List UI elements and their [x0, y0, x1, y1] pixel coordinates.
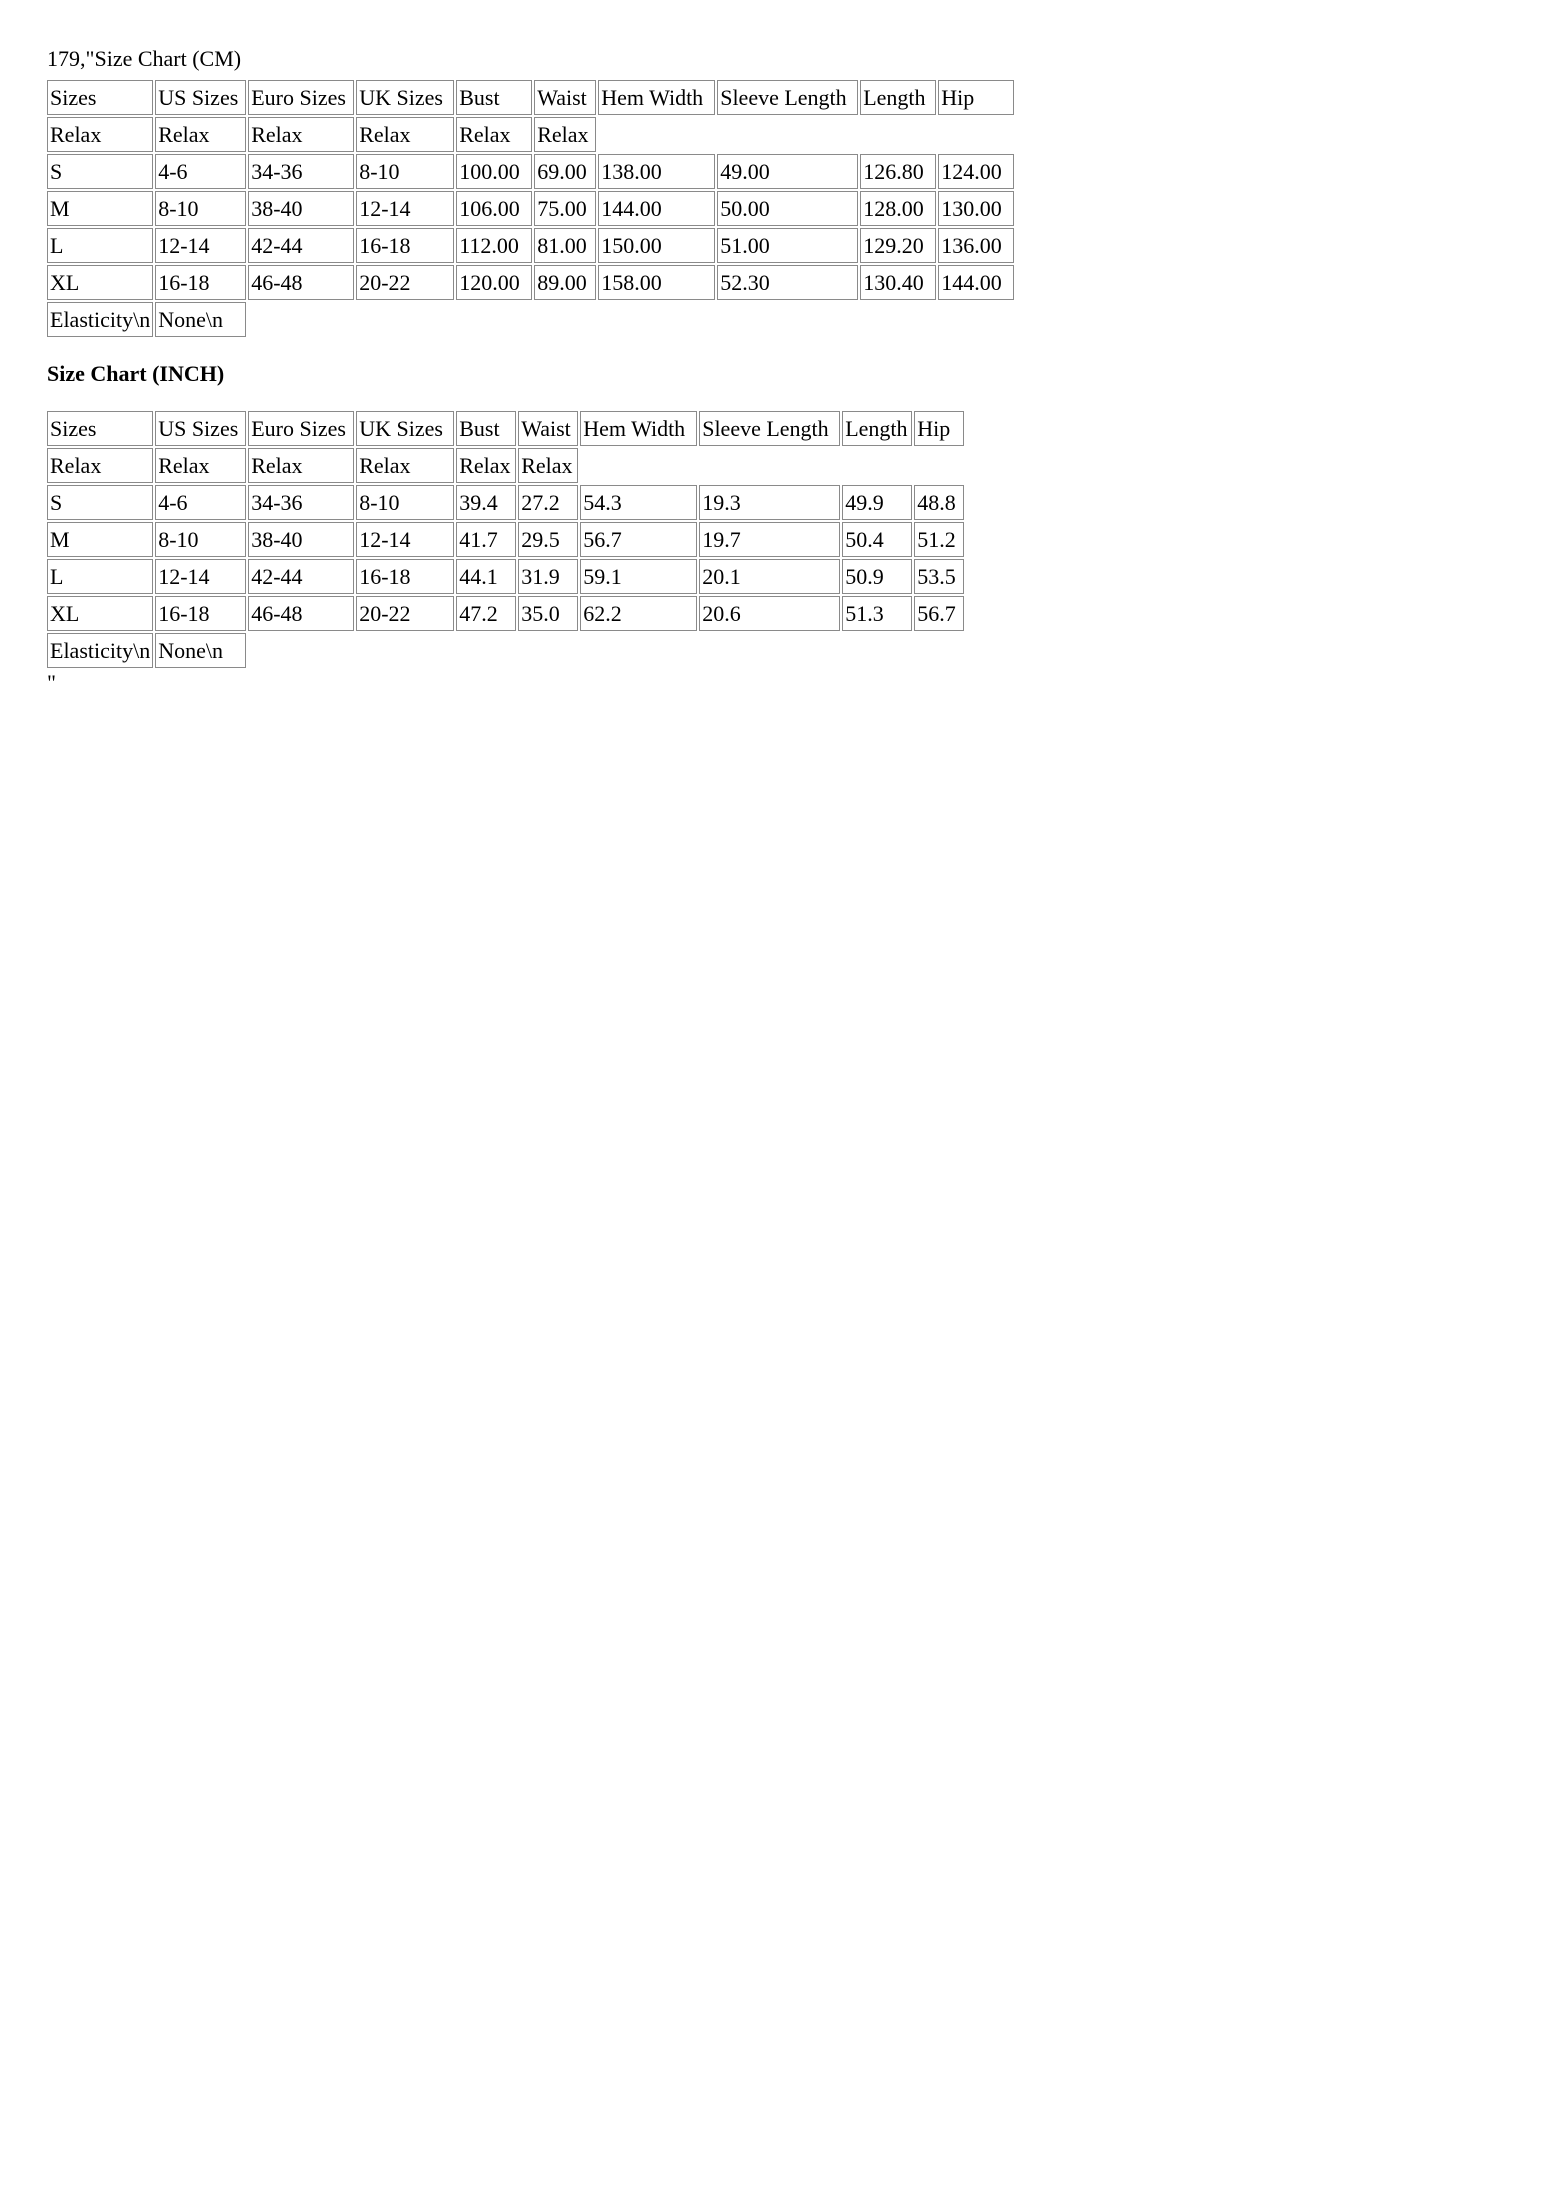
inch-cell: Relax: [518, 448, 578, 483]
cm-cell: 144.00: [598, 191, 715, 226]
cm-cell: 129.20: [860, 228, 936, 263]
size-chart-cm-table: [45, 78, 1016, 339]
cm-cell: 8-10: [356, 154, 454, 189]
cm-cell: Waist: [534, 80, 596, 115]
inch-cell: 12-14: [356, 522, 454, 557]
cm-cell: Bust: [456, 80, 532, 115]
inch-cell: Length: [842, 411, 912, 446]
inch-cell: 53.5: [914, 559, 964, 594]
document-page: [47, 46, 1016, 696]
cm-cell: 130.00: [938, 191, 1014, 226]
inch-cell: Elasticity\n: [47, 633, 153, 668]
inch-cell: Relax: [456, 448, 516, 483]
cm-cell: 150.00: [598, 228, 715, 263]
inch-cell: 42-44: [248, 559, 354, 594]
cm-data-row: [47, 191, 1014, 226]
inch-cell: Hip: [914, 411, 964, 446]
inch-data-row: [47, 596, 964, 631]
cm-cell: 81.00: [534, 228, 596, 263]
cm-cell: 12-14: [155, 228, 246, 263]
cm-cell: 16-18: [155, 265, 246, 300]
cm-cell: 12-14: [356, 191, 454, 226]
cm-cell: Length: [860, 80, 936, 115]
document-intro: 179,"Size Chart (CM): [47, 46, 242, 71]
inch-cell: 16-18: [356, 559, 454, 594]
cm-cell: UK Sizes: [356, 80, 454, 115]
cm-cell: 49.00: [717, 154, 858, 189]
cm-elasticity-row: [47, 302, 1014, 337]
cm-cell: 130.40: [860, 265, 936, 300]
inch-cell: 56.7: [914, 596, 964, 631]
inch-empty-cell: [580, 448, 697, 483]
inch-data-row: [47, 522, 964, 557]
inch-cell: 35.0: [518, 596, 578, 631]
cm-cell: 20-22: [356, 265, 454, 300]
inch-cell: 49.9: [842, 485, 912, 520]
cm-empty-cell: [717, 117, 858, 152]
inch-cell: Sizes: [47, 411, 153, 446]
inch-cell: 19.7: [699, 522, 840, 557]
cm-cell: US Sizes: [155, 80, 246, 115]
cm-cell: 120.00: [456, 265, 532, 300]
inch-cell: 8-10: [356, 485, 454, 520]
inch-cell: 34-36: [248, 485, 354, 520]
cm-cell: 100.00: [456, 154, 532, 189]
inch-cell: 19.3: [699, 485, 840, 520]
inch-data-row: [47, 485, 964, 520]
cm-cell: 52.30: [717, 265, 858, 300]
cm-table-body: [47, 80, 1014, 337]
cm-cell: Hem Width: [598, 80, 715, 115]
cm-relax-row: [47, 117, 1014, 152]
inch-cell: Relax: [356, 448, 454, 483]
inch-cell: UK Sizes: [356, 411, 454, 446]
cm-cell: None\n: [155, 302, 246, 337]
cm-header-row: [47, 80, 1014, 115]
inch-cell: 46-48: [248, 596, 354, 631]
cm-cell: 69.00: [534, 154, 596, 189]
inch-cell: None\n: [155, 633, 246, 668]
inch-cell: 50.4: [842, 522, 912, 557]
inch-cell: XL: [47, 596, 153, 631]
cm-cell: 75.00: [534, 191, 596, 226]
cm-cell: Relax: [534, 117, 596, 152]
cm-cell: Elasticity\n: [47, 302, 153, 337]
cm-cell: 158.00: [598, 265, 715, 300]
inch-cell: 29.5: [518, 522, 578, 557]
inch-elasticity-row: [47, 633, 964, 668]
inch-cell: 50.9: [842, 559, 912, 594]
inch-cell: Waist: [518, 411, 578, 446]
inch-cell: US Sizes: [155, 411, 246, 446]
size-chart-inch-title: Size Chart (INCH): [47, 361, 225, 386]
inch-cell: Relax: [47, 448, 153, 483]
cm-cell: Relax: [456, 117, 532, 152]
inch-cell: 51.3: [842, 596, 912, 631]
inch-cell: Sleeve Length: [699, 411, 840, 446]
inch-data-row: [47, 559, 964, 594]
inch-cell: L: [47, 559, 153, 594]
cm-empty-cell: [938, 117, 1014, 152]
inch-relax-row: [47, 448, 964, 483]
inch-cell: 16-18: [155, 596, 246, 631]
cm-cell: Sizes: [47, 80, 153, 115]
inch-cell: 4-6: [155, 485, 246, 520]
inch-cell: 20.1: [699, 559, 840, 594]
cm-cell: Relax: [155, 117, 246, 152]
inch-cell: 20-22: [356, 596, 454, 631]
cm-cell: 106.00: [456, 191, 532, 226]
cm-data-row: [47, 265, 1014, 300]
cm-data-row: [47, 228, 1014, 263]
inch-header-row: [47, 411, 964, 446]
inch-cell: 12-14: [155, 559, 246, 594]
cm-empty-cell: [860, 117, 936, 152]
cm-cell: 126.80: [860, 154, 936, 189]
cm-cell: 51.00: [717, 228, 858, 263]
inch-cell: 31.9: [518, 559, 578, 594]
cm-cell: 4-6: [155, 154, 246, 189]
inch-cell: Bust: [456, 411, 516, 446]
inch-cell: 62.2: [580, 596, 697, 631]
cm-cell: XL: [47, 265, 153, 300]
cm-empty-cell: [598, 117, 715, 152]
cm-cell: 144.00: [938, 265, 1014, 300]
inch-cell: 38-40: [248, 522, 354, 557]
cm-cell: Relax: [248, 117, 354, 152]
inch-cell: Relax: [155, 448, 246, 483]
inch-empty-cell: [699, 448, 840, 483]
inch-cell: Relax: [248, 448, 354, 483]
cm-cell: 46-48: [248, 265, 354, 300]
cm-cell: L: [47, 228, 153, 263]
cm-cell: 8-10: [155, 191, 246, 226]
inch-empty-cell: [842, 448, 912, 483]
inch-cell: M: [47, 522, 153, 557]
cm-cell: Euro Sizes: [248, 80, 354, 115]
cm-cell: 128.00: [860, 191, 936, 226]
inch-table-body: [47, 411, 964, 668]
cm-cell: 38-40: [248, 191, 354, 226]
cm-cell: 124.00: [938, 154, 1014, 189]
inch-cell: 8-10: [155, 522, 246, 557]
inch-cell: 51.2: [914, 522, 964, 557]
inch-cell: Euro Sizes: [248, 411, 354, 446]
closing-quote: ": [47, 670, 56, 695]
cm-cell: 138.00: [598, 154, 715, 189]
inch-cell: 47.2: [456, 596, 516, 631]
cm-cell: 42-44: [248, 228, 354, 263]
cm-cell: 50.00: [717, 191, 858, 226]
inch-cell: 41.7: [456, 522, 516, 557]
inch-empty-cell: [914, 448, 964, 483]
size-chart-inch-table: [45, 409, 966, 670]
inch-cell: 44.1: [456, 559, 516, 594]
inch-cell: S: [47, 485, 153, 520]
cm-cell: Hip: [938, 80, 1014, 115]
cm-cell: S: [47, 154, 153, 189]
cm-cell: Relax: [47, 117, 153, 152]
inch-cell: 20.6: [699, 596, 840, 631]
inch-cell: 48.8: [914, 485, 964, 520]
inch-cell: 59.1: [580, 559, 697, 594]
inch-cell: 54.3: [580, 485, 697, 520]
cm-data-row: [47, 154, 1014, 189]
cm-cell: 112.00: [456, 228, 532, 263]
inch-cell: 27.2: [518, 485, 578, 520]
cm-cell: Sleeve Length: [717, 80, 858, 115]
inch-cell: 56.7: [580, 522, 697, 557]
inch-cell: Hem Width: [580, 411, 697, 446]
cm-cell: 16-18: [356, 228, 454, 263]
cm-cell: M: [47, 191, 153, 226]
cm-cell: 34-36: [248, 154, 354, 189]
cm-cell: 89.00: [534, 265, 596, 300]
cm-cell: 136.00: [938, 228, 1014, 263]
cm-cell: Relax: [356, 117, 454, 152]
inch-cell: 39.4: [456, 485, 516, 520]
